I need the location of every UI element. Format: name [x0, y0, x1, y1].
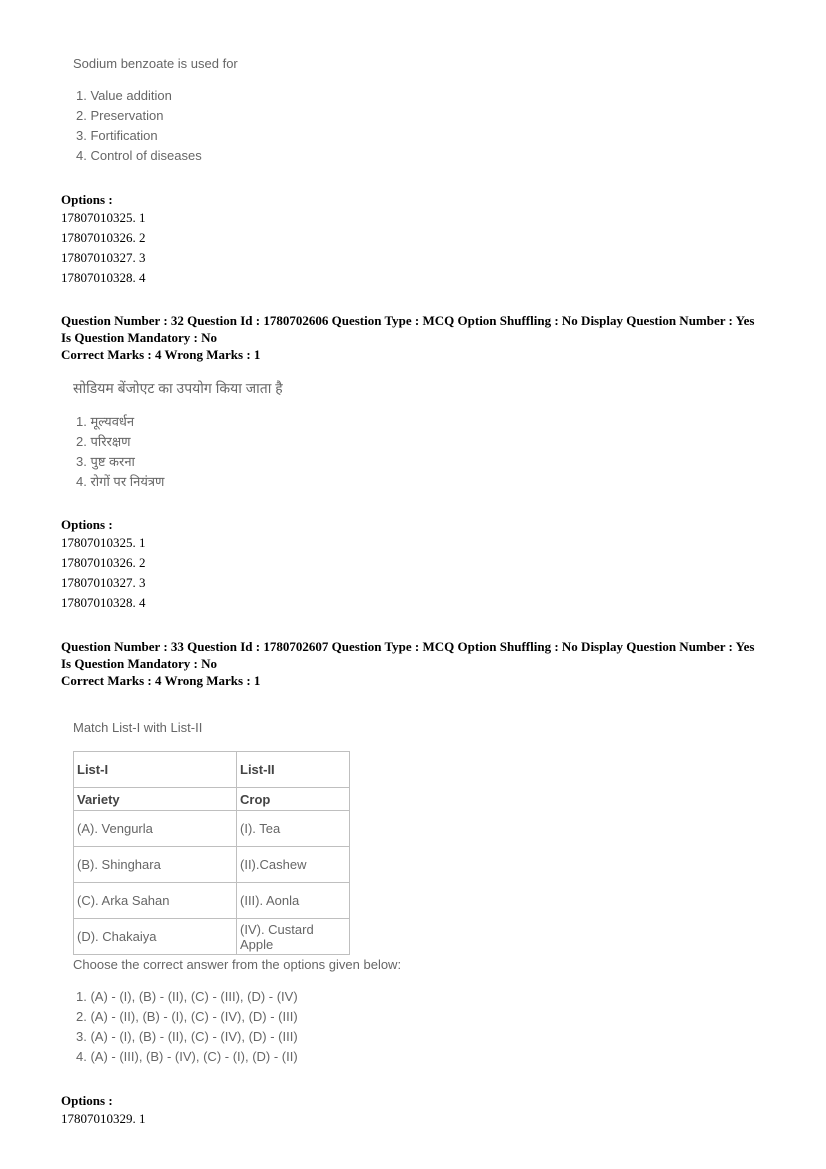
q33-choice-3: 3. (A) - (I), (B) - (II), (C) - (IV), (D) - (III)	[76, 1029, 298, 1044]
list1-header: List-I	[74, 752, 237, 788]
q32-option-4: 17807010328. 4	[61, 595, 146, 610]
q32-option-3: 17807010327. 3	[61, 575, 146, 590]
q33-choices	[76, 989, 298, 1069]
q31-option-2: 17807010326. 2	[61, 230, 146, 245]
q33-meta-line2: Is Question Mandatory : No	[61, 656, 218, 671]
q32-stem: सोडियम बेंजोएट का उपयोग किया जाता है	[73, 380, 283, 396]
q33-options-label: Options :	[61, 1093, 113, 1108]
q32-choice-2: 2. परिरक्षण	[76, 434, 131, 449]
q32-options	[61, 533, 146, 613]
q32-choices	[76, 412, 164, 492]
q31-stem: Sodium benzoate is used for	[73, 56, 238, 71]
q31-option-4: 17807010328. 4	[61, 270, 146, 285]
q31-choice-3: 3. Fortification	[76, 128, 158, 143]
crop-cell: (IV). Custard Apple	[237, 919, 350, 955]
q33-choice-4: 4. (A) - (III), (B) - (IV), (C) - (I), (D) - (II)	[76, 1049, 298, 1064]
q33-meta-line3: Correct Marks : 4 Wrong Marks : 1	[61, 673, 261, 688]
q33-meta	[61, 638, 791, 689]
table-row	[74, 883, 350, 919]
variety-cell: (D). Chakaiya	[74, 919, 237, 955]
crop-cell: (II).Cashew	[237, 847, 350, 883]
variety-cell: (C). Arka Sahan	[74, 883, 237, 919]
variety-header: Variety	[74, 788, 237, 811]
q32-meta-line2: Is Question Mandatory : No	[61, 330, 218, 345]
q31-options-label: Options :	[61, 192, 113, 207]
q32-choice-1: 1. मूल्यवर्धन	[76, 414, 135, 429]
q32-meta-line1: Question Number : 32 Question Id : 1780702606 Question Type : MCQ Option Shuffling : No Display Question Number : Yes	[61, 313, 755, 328]
q31-option-3: 17807010327. 3	[61, 250, 146, 265]
table-row	[74, 919, 350, 955]
q32-choice-4: 4. रोगों पर नियंत्रण	[76, 474, 165, 489]
match-table-header	[74, 752, 350, 788]
q33-choice-1: 1. (A) - (I), (B) - (II), (C) - (III), (D) - (IV)	[76, 989, 298, 1004]
q32-meta	[61, 312, 791, 363]
q33-choice-2: 2. (A) - (II), (B) - (I), (C) - (IV), (D) - (III)	[76, 1009, 298, 1024]
variety-cell: (A). Vengurla	[74, 811, 237, 847]
q32-choice-3: 3. पुष्ट करना	[76, 454, 135, 469]
q33-options	[61, 1109, 146, 1129]
crop-header: Crop	[237, 788, 350, 811]
q31-options	[61, 208, 146, 288]
list2-header: List-II	[237, 752, 350, 788]
crop-cell: (III). Aonla	[237, 883, 350, 919]
crop-cell: (I). Tea	[237, 811, 350, 847]
match-table	[73, 751, 350, 955]
table-row	[74, 811, 350, 847]
table-row	[74, 847, 350, 883]
q31-choice-1: 1. Value addition	[76, 88, 172, 103]
match-table-subheader	[74, 788, 350, 811]
q32-option-1: 17807010325. 1	[61, 535, 146, 550]
q31-option-1: 17807010325. 1	[61, 210, 146, 225]
q33-stem: Match List-I with List-II	[73, 720, 203, 735]
q33-option-1: 17807010329. 1	[61, 1111, 146, 1126]
q33-instruction: Choose the correct answer from the options given below:	[73, 957, 402, 972]
q32-options-label: Options :	[61, 517, 113, 532]
q32-option-2: 17807010326. 2	[61, 555, 146, 570]
variety-cell: (B). Shinghara	[74, 847, 237, 883]
q31-choice-4: 4. Control of diseases	[76, 148, 202, 163]
q32-meta-line3: Correct Marks : 4 Wrong Marks : 1	[61, 347, 261, 362]
q31-choice-2: 2. Preservation	[76, 108, 164, 123]
q33-meta-line1: Question Number : 33 Question Id : 1780702607 Question Type : MCQ Option Shuffling : No Display Question Number : Yes	[61, 639, 755, 654]
q31-choices	[76, 88, 202, 168]
